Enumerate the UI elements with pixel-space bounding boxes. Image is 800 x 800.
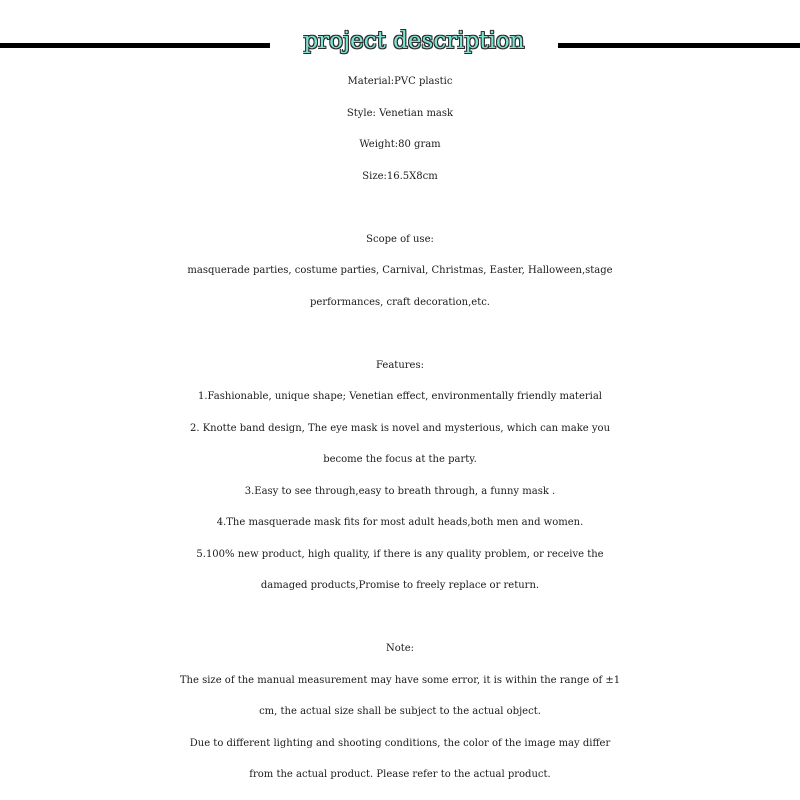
spacer (0, 318, 800, 350)
note-line: Due to different lighting and shooting conditions, the color of the image may differ (189, 737, 611, 749)
spacer (0, 192, 800, 224)
note-line: cm, the actual size shall be subject to the actual object. (259, 706, 541, 717)
features-heading: Features: (376, 359, 424, 371)
spec-weight: Weight:80 gram (359, 139, 441, 150)
feature-line: become the focus at the party. (323, 454, 477, 465)
scope-heading: Scope of use: (366, 233, 434, 245)
note-line: from the actual product. Please refer to the actual product. (249, 769, 551, 780)
scope-line: performances, craft decoration,etc. (310, 296, 490, 308)
description-body (0, 66, 800, 791)
spec-material: Material:PVC plastic (347, 76, 453, 87)
feature-line: 2. Knotte band design, The eye mask is novel and mysterious, which can make you (189, 422, 611, 434)
section-title: project description (303, 28, 525, 54)
feature-line: 1.Fashionable, unique shape; Venetian effect, environmentally friendly material (197, 391, 603, 402)
spacer (0, 602, 800, 634)
feature-line: 3.Easy to see through,easy to breath through, a funny mask . (244, 485, 556, 497)
note-line: The size of the manual measurement may have some error, it is within the range of ±1 (179, 674, 621, 686)
header-rule-left (0, 43, 270, 48)
note-heading: Note: (385, 643, 415, 654)
section-header (0, 24, 800, 64)
scope-line: masquerade parties, costume parties, Carnival, Christmas, Easter, Halloween,stage (187, 265, 613, 276)
feature-line: 4.The masquerade mask fits for most adult heads,both men and women. (216, 517, 584, 528)
spec-size: Size:16.5X8cm (362, 170, 438, 182)
header-rule-right (558, 43, 800, 48)
spec-style: Style: Venetian mask (346, 107, 454, 119)
feature-line: damaged products,Promise to freely replace or return. (260, 580, 540, 591)
feature-line: 5.100% new product, high quality, if there is any quality problem, or receive the (196, 548, 604, 560)
